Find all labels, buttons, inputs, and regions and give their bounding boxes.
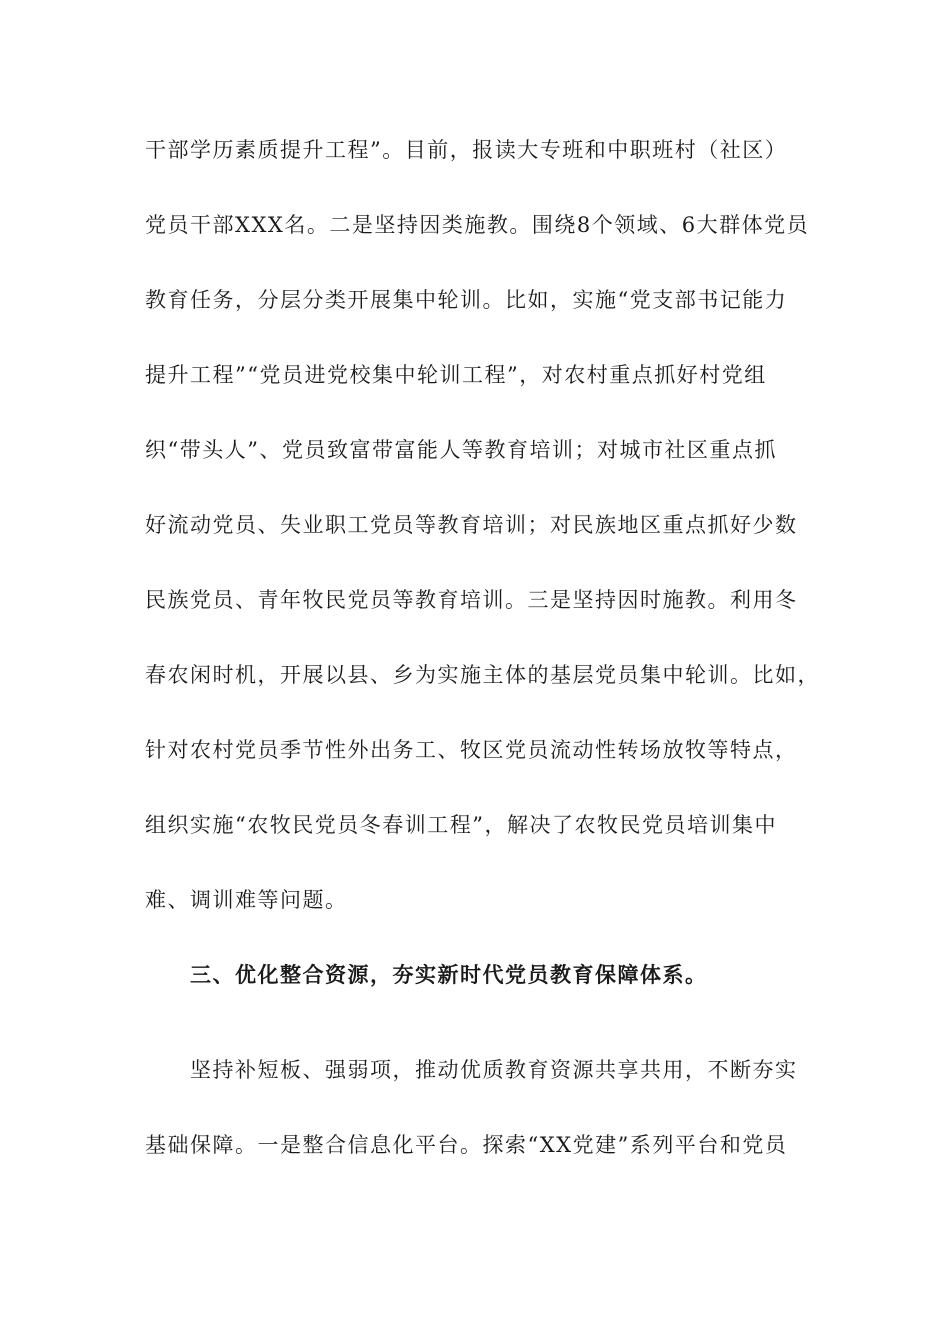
paragraph-line: 党员干部XXX名。二是坚持因类施教。围绕8个领域、6大群体党员 <box>145 213 810 237</box>
section-heading: 三、优化整合资源，夯实新时代党员教育保障体系。 <box>190 962 708 987</box>
paragraph-line: 春农闲时机，开展以县、乡为实施主体的基层党员集中轮训。比如， <box>145 663 820 687</box>
paragraph-line: 坚持补短板、强弱项，推动优质教育资源共享共用，不断夯实 <box>190 1058 798 1082</box>
paragraph-line: 基础保障。一是整合信息化平台。探索“XX党建”系列平台和党员 <box>145 1133 788 1157</box>
paragraph-line: 干部学历素质提升工程”。目前，报读大专班和中职班村（社区） <box>145 138 788 162</box>
paragraph-line: 难、调训难等问题。 <box>145 888 348 912</box>
paragraph-line: 教育任务，分层分类开展集中轮训。比如，实施“党支部书记能力 <box>145 288 788 312</box>
paragraph-line: 织“带头人”、党员致富带富能人等教育培训；对城市社区重点抓 <box>145 438 777 462</box>
paragraph-line: 民族党员、青年牧民党员等教育培训。三是坚持因时施教。利用冬 <box>145 588 798 612</box>
paragraph-line: 好流动党员、失业职工党员等教育培训；对民族地区重点抓好少数 <box>145 513 798 537</box>
paragraph-line: 组织实施“农牧民党员冬春训工程”，解决了农牧民党员培训集中 <box>145 813 777 837</box>
paragraph-line: 针对农村党员季节性外出务工、牧区党员流动性转场放牧等特点， <box>145 738 798 762</box>
paragraph-line: 提升工程”“党员进党校集中轮训工程”，对农村重点抓好村党组 <box>145 363 767 387</box>
